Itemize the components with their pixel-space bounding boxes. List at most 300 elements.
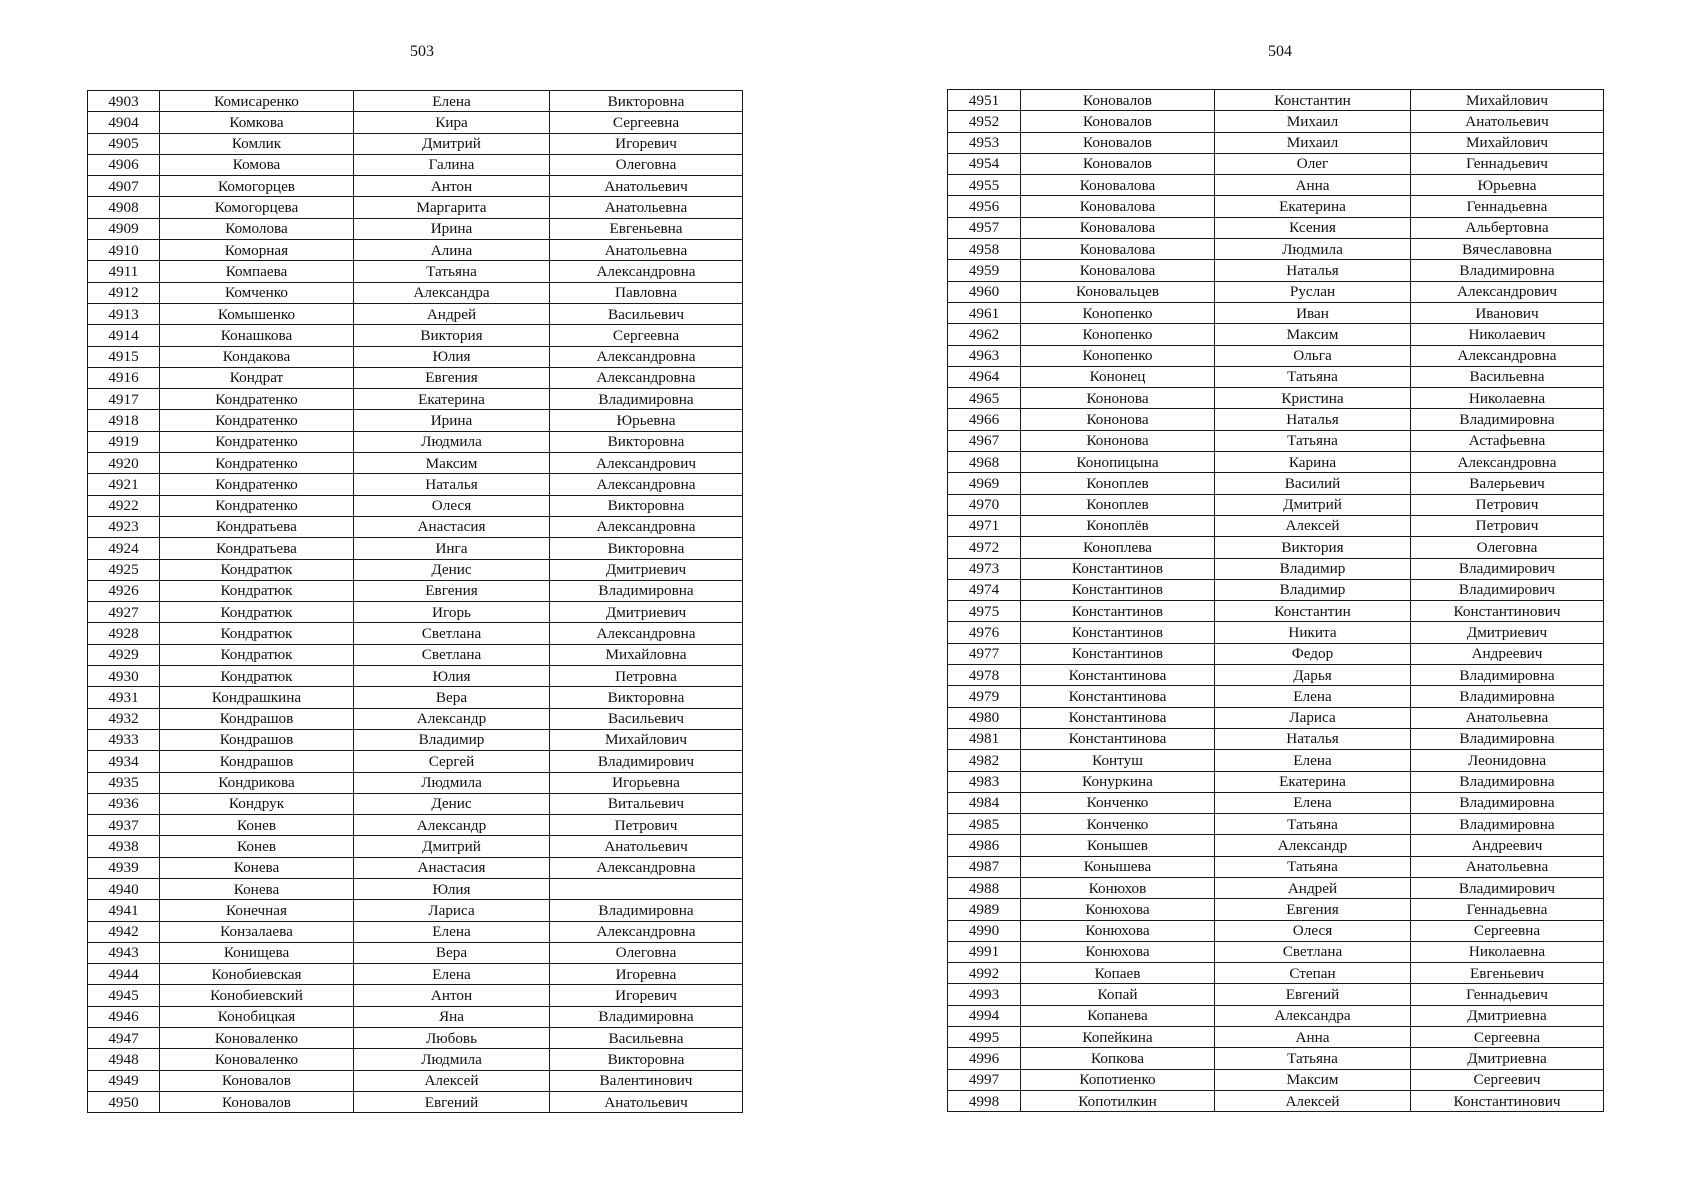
first-name-cell: Олеся	[1215, 920, 1411, 941]
patronymic-cell: Олеговна	[550, 942, 743, 963]
record-number-cell: 4986	[948, 835, 1021, 856]
last-name-cell: Конопенко	[1021, 345, 1215, 366]
record-number-cell: 4942	[88, 921, 160, 942]
record-number-cell: 4927	[88, 602, 160, 623]
table-row	[948, 302, 1604, 323]
table-row	[88, 1049, 743, 1070]
first-name-cell: Алексей	[354, 1070, 550, 1091]
first-name-cell: Вера	[354, 687, 550, 708]
table-row	[88, 474, 743, 495]
record-number-cell: 4918	[88, 410, 160, 431]
patronymic-cell: Васильевна	[1411, 366, 1604, 387]
first-name-cell: Любовь	[354, 1028, 550, 1049]
last-name-cell: Коновалова	[1021, 196, 1215, 217]
patronymic-cell: Александровна	[550, 623, 743, 644]
last-name-cell: Контуш	[1021, 750, 1215, 771]
patronymic-cell: Анатольевич	[550, 836, 743, 857]
first-name-cell: Инга	[354, 538, 550, 559]
last-name-cell: Конуркина	[1021, 771, 1215, 792]
table-row	[948, 281, 1604, 302]
patronymic-cell: Витальевич	[550, 793, 743, 814]
last-name-cell: Кондратюк	[160, 602, 354, 623]
first-name-cell: Александр	[354, 815, 550, 836]
last-name-cell: Коновалова	[1021, 175, 1215, 196]
last-name-cell: Кондрашов	[160, 751, 354, 772]
table-row	[948, 1069, 1604, 1090]
patronymic-cell: Сергеевна	[550, 325, 743, 346]
first-name-cell: Дмитрий	[354, 836, 550, 857]
last-name-cell: Конопенко	[1021, 324, 1215, 345]
record-number-cell: 4988	[948, 877, 1021, 898]
table-row	[948, 324, 1604, 345]
patronymic-cell: Владимировна	[1411, 260, 1604, 281]
last-name-cell: Константинова	[1021, 728, 1215, 749]
first-name-cell: Екатерина	[354, 389, 550, 410]
last-name-cell: Копай	[1021, 984, 1215, 1005]
patronymic-cell: Вячеславовна	[1411, 239, 1604, 260]
record-number-cell: 4907	[88, 176, 160, 197]
first-name-cell: Евгения	[354, 367, 550, 388]
first-name-cell: Евгений	[1215, 984, 1411, 1005]
patronymic-cell: Дмитриевич	[550, 559, 743, 580]
patronymic-cell: Васильевич	[550, 303, 743, 324]
table-row	[88, 644, 743, 665]
first-name-cell: Людмила	[354, 772, 550, 793]
record-number-cell: 4933	[88, 729, 160, 750]
patronymic-cell: Анатольевич	[1411, 111, 1604, 132]
patronymic-cell: Константинович	[1411, 1090, 1604, 1111]
record-number-cell: 4916	[88, 367, 160, 388]
last-name-cell: Конышева	[1021, 856, 1215, 877]
first-name-cell: Елена	[354, 921, 550, 942]
patronymic-cell: Владимировна	[1411, 686, 1604, 707]
patronymic-cell: Владимировна	[1411, 814, 1604, 835]
record-number-cell: 4977	[948, 643, 1021, 664]
table-row	[948, 366, 1604, 387]
record-number-cell: 4959	[948, 260, 1021, 281]
table-row	[948, 707, 1604, 728]
first-name-cell: Степан	[1215, 963, 1411, 984]
table-row	[88, 623, 743, 644]
record-number-cell: 4996	[948, 1048, 1021, 1069]
first-name-cell: Михаил	[1215, 132, 1411, 153]
record-number-cell: 4924	[88, 538, 160, 559]
record-number-cell: 4965	[948, 388, 1021, 409]
table-row	[88, 878, 743, 899]
last-name-cell: Конашкова	[160, 325, 354, 346]
patronymic-cell: Владимировна	[550, 1006, 743, 1027]
record-number-cell: 4926	[88, 580, 160, 601]
patronymic-cell: Павловна	[550, 282, 743, 303]
table-row	[88, 133, 743, 154]
last-name-cell: Константинов	[1021, 579, 1215, 600]
record-number-cell: 4973	[948, 558, 1021, 579]
last-name-cell: Коноплёв	[1021, 515, 1215, 536]
last-name-cell: Кондакова	[160, 346, 354, 367]
record-number-cell: 4940	[88, 878, 160, 899]
record-number-cell: 4932	[88, 708, 160, 729]
first-name-cell: Федор	[1215, 643, 1411, 664]
first-name-cell: Анна	[1215, 1027, 1411, 1048]
patronymic-cell: Владимирович	[1411, 558, 1604, 579]
table-row	[88, 1028, 743, 1049]
last-name-cell: Кононова	[1021, 409, 1215, 430]
record-number-cell: 4997	[948, 1069, 1021, 1090]
record-number-cell: 4964	[948, 366, 1021, 387]
patronymic-cell: Александрович	[1411, 281, 1604, 302]
record-number-cell: 4943	[88, 942, 160, 963]
first-name-cell: Светлана	[1215, 941, 1411, 962]
table-row	[948, 111, 1604, 132]
last-name-cell: Комлик	[160, 133, 354, 154]
first-name-cell: Михаил	[1215, 111, 1411, 132]
table-row	[88, 666, 743, 687]
first-name-cell: Татьяна	[1215, 366, 1411, 387]
record-number-cell: 4950	[88, 1091, 160, 1112]
table-row	[948, 750, 1604, 771]
table-row	[88, 410, 743, 431]
table-row	[948, 90, 1604, 111]
patronymic-cell: Владимирович	[550, 751, 743, 772]
table-row	[948, 856, 1604, 877]
last-name-cell: Константинов	[1021, 558, 1215, 579]
last-name-cell: Кондрук	[160, 793, 354, 814]
last-name-cell: Коноваленко	[160, 1028, 354, 1049]
last-name-cell: Константинов	[1021, 643, 1215, 664]
table-row	[948, 409, 1604, 430]
last-name-cell: Кондрашов	[160, 729, 354, 750]
first-name-cell: Руслан	[1215, 281, 1411, 302]
patronymic-cell: Дмитриевич	[1411, 622, 1604, 643]
patronymic-cell: Петрович	[550, 815, 743, 836]
patronymic-cell: Михайловна	[550, 644, 743, 665]
first-name-cell: Олеся	[354, 495, 550, 516]
table-row	[88, 154, 743, 175]
record-number-cell: 4909	[88, 218, 160, 239]
first-name-cell: Анна	[1215, 175, 1411, 196]
table-row	[948, 388, 1604, 409]
record-number-cell: 4922	[88, 495, 160, 516]
last-name-cell: Коновалов	[160, 1091, 354, 1112]
last-name-cell: Коновальцев	[1021, 281, 1215, 302]
first-name-cell: Кристина	[1215, 388, 1411, 409]
last-name-cell: Конобиевский	[160, 985, 354, 1006]
patronymic-cell: Константинович	[1411, 601, 1604, 622]
first-name-cell: Максим	[1215, 1069, 1411, 1090]
patronymic-cell: Иванович	[1411, 302, 1604, 323]
patronymic-cell: Викторовна	[550, 687, 743, 708]
patronymic-cell: Владимирович	[1411, 579, 1604, 600]
record-number-cell: 4954	[948, 153, 1021, 174]
last-name-cell: Конечная	[160, 900, 354, 921]
last-name-cell: Комышенко	[160, 303, 354, 324]
record-number-cell: 4925	[88, 559, 160, 580]
table-row	[948, 1090, 1604, 1111]
last-name-cell: Кондратенко	[160, 389, 354, 410]
record-number-cell: 4980	[948, 707, 1021, 728]
record-number-cell: 4962	[948, 324, 1021, 345]
first-name-cell: Ольга	[1215, 345, 1411, 366]
table-row	[948, 473, 1604, 494]
patronymic-cell: Сергеевна	[550, 112, 743, 133]
first-name-cell: Денис	[354, 793, 550, 814]
record-number-cell: 4952	[948, 111, 1021, 132]
record-number-cell: 4913	[88, 303, 160, 324]
record-number-cell: 4906	[88, 154, 160, 175]
patronymic-cell: Сергеевна	[1411, 920, 1604, 941]
first-name-cell: Наталья	[1215, 728, 1411, 749]
last-name-cell: Конопицына	[1021, 452, 1215, 473]
register-table-left	[87, 90, 743, 1113]
table-row	[948, 686, 1604, 707]
last-name-cell: Комченко	[160, 282, 354, 303]
table-row	[948, 430, 1604, 451]
record-number-cell: 4911	[88, 261, 160, 282]
record-number-cell: 4914	[88, 325, 160, 346]
first-name-cell: Галина	[354, 154, 550, 175]
record-number-cell: 4968	[948, 452, 1021, 473]
patronymic-cell: Юрьевна	[1411, 175, 1604, 196]
last-name-cell: Коноваленко	[160, 1049, 354, 1070]
record-number-cell: 4955	[948, 175, 1021, 196]
first-name-cell: Евгения	[1215, 899, 1411, 920]
first-name-cell: Анастасия	[354, 857, 550, 878]
last-name-cell: Коноплев	[1021, 473, 1215, 494]
record-number-cell: 4981	[948, 728, 1021, 749]
record-number-cell: 4992	[948, 963, 1021, 984]
first-name-cell: Иван	[1215, 302, 1411, 323]
last-name-cell: Кондратенко	[160, 495, 354, 516]
first-name-cell: Владимир	[354, 729, 550, 750]
last-name-cell: Кондратенко	[160, 474, 354, 495]
table-row	[948, 941, 1604, 962]
patronymic-cell: Евгеньевич	[1411, 963, 1604, 984]
last-name-cell: Коноплев	[1021, 494, 1215, 515]
record-number-cell: 4947	[88, 1028, 160, 1049]
table-row	[948, 877, 1604, 898]
last-name-cell: Копаев	[1021, 963, 1215, 984]
patronymic-cell: Геннадьевич	[1411, 153, 1604, 174]
last-name-cell: Комогорцев	[160, 176, 354, 197]
patronymic-cell: Михайлович	[550, 729, 743, 750]
record-number-cell: 4951	[948, 90, 1021, 111]
record-number-cell: 4978	[948, 665, 1021, 686]
table-row	[948, 814, 1604, 835]
first-name-cell: Елена	[1215, 750, 1411, 771]
first-name-cell: Юлия	[354, 346, 550, 367]
table-row	[88, 1006, 743, 1027]
table-row	[88, 964, 743, 985]
table-row	[948, 899, 1604, 920]
table-row	[88, 580, 743, 601]
record-number-cell: 4984	[948, 792, 1021, 813]
first-name-cell: Татьяна	[1215, 430, 1411, 451]
patronymic-cell: Александровна	[550, 474, 743, 495]
last-name-cell: Конюхова	[1021, 920, 1215, 941]
table-row	[948, 452, 1604, 473]
table-row	[88, 921, 743, 942]
last-name-cell: Кондратенко	[160, 410, 354, 431]
table-row	[88, 325, 743, 346]
page-number-right: 504	[1268, 43, 1292, 60]
record-number-cell: 4998	[948, 1090, 1021, 1111]
first-name-cell: Екатерина	[1215, 771, 1411, 792]
record-number-cell: 4976	[948, 622, 1021, 643]
patronymic-cell: Николаевна	[1411, 388, 1604, 409]
table-row	[948, 579, 1604, 600]
first-name-cell: Наталья	[1215, 260, 1411, 281]
first-name-cell: Денис	[354, 559, 550, 580]
last-name-cell: Конюхова	[1021, 899, 1215, 920]
table-row	[948, 920, 1604, 941]
last-name-cell: Конищева	[160, 942, 354, 963]
first-name-cell: Елена	[1215, 792, 1411, 813]
first-name-cell: Владимир	[1215, 579, 1411, 600]
first-name-cell: Максим	[354, 453, 550, 474]
patronymic-cell: Андреевич	[1411, 835, 1604, 856]
last-name-cell: Константинова	[1021, 707, 1215, 728]
record-number-cell: 4905	[88, 133, 160, 154]
patronymic-cell: Владимировна	[1411, 792, 1604, 813]
table-row	[948, 835, 1604, 856]
record-number-cell: 4953	[948, 132, 1021, 153]
record-number-cell: 4993	[948, 984, 1021, 1005]
patronymic-cell: Викторовна	[550, 431, 743, 452]
last-name-cell: Коновалова	[1021, 239, 1215, 260]
first-name-cell: Константин	[1215, 601, 1411, 622]
record-number-cell: 4972	[948, 537, 1021, 558]
first-name-cell: Дмитрий	[354, 133, 550, 154]
patronymic-cell: Владимировна	[1411, 665, 1604, 686]
table-row	[88, 538, 743, 559]
patronymic-cell: Геннадьевна	[1411, 196, 1604, 217]
last-name-cell: Кондрашов	[160, 708, 354, 729]
table-row	[948, 963, 1604, 984]
table-row	[88, 389, 743, 410]
record-number-cell: 4994	[948, 1005, 1021, 1026]
patronymic-cell: Александровна	[550, 516, 743, 537]
last-name-cell: Константинов	[1021, 622, 1215, 643]
table-row	[88, 985, 743, 1006]
last-name-cell: Копкова	[1021, 1048, 1215, 1069]
patronymic-cell: Дмитриевна	[1411, 1005, 1604, 1026]
first-name-cell: Александр	[354, 708, 550, 729]
first-name-cell: Максим	[1215, 324, 1411, 345]
last-name-cell: Кондратюк	[160, 666, 354, 687]
record-number-cell: 4970	[948, 494, 1021, 515]
last-name-cell: Константинова	[1021, 686, 1215, 707]
table-row	[948, 1048, 1604, 1069]
patronymic-cell: Игоревич	[550, 985, 743, 1006]
last-name-cell: Коновалов	[1021, 111, 1215, 132]
last-name-cell: Коновалова	[1021, 260, 1215, 281]
last-name-cell: Коновалов	[1021, 132, 1215, 153]
record-number-cell: 4967	[948, 430, 1021, 451]
record-number-cell: 4961	[948, 302, 1021, 323]
last-name-cell: Кононова	[1021, 388, 1215, 409]
first-name-cell: Сергей	[354, 751, 550, 772]
record-number-cell: 4923	[88, 516, 160, 537]
table-row	[948, 643, 1604, 664]
last-name-cell: Кондратьева	[160, 516, 354, 537]
first-name-cell: Лариса	[354, 900, 550, 921]
patronymic-cell: Анатольевич	[550, 1091, 743, 1112]
patronymic-cell: Игоревна	[550, 964, 743, 985]
record-number-cell: 4936	[88, 793, 160, 814]
table-row	[88, 1091, 743, 1112]
patronymic-cell: Сергеевич	[1411, 1069, 1604, 1090]
patronymic-cell: Викторовна	[550, 538, 743, 559]
record-number-cell: 4982	[948, 750, 1021, 771]
table-row	[948, 153, 1604, 174]
record-number-cell: 4985	[948, 814, 1021, 835]
last-name-cell: Кондратюк	[160, 559, 354, 580]
first-name-cell: Наталья	[1215, 409, 1411, 430]
first-name-cell: Юлия	[354, 666, 550, 687]
first-name-cell: Алексей	[1215, 515, 1411, 536]
record-number-cell: 4948	[88, 1049, 160, 1070]
first-name-cell: Евгений	[354, 1091, 550, 1112]
last-name-cell: Копотиенко	[1021, 1069, 1215, 1090]
last-name-cell: Конева	[160, 857, 354, 878]
last-name-cell: Копанева	[1021, 1005, 1215, 1026]
patronymic-cell: Александровна	[550, 346, 743, 367]
patronymic-cell: Владимирович	[1411, 877, 1604, 898]
last-name-cell: Копейкина	[1021, 1027, 1215, 1048]
record-number-cell: 4983	[948, 771, 1021, 792]
patronymic-cell: Петрович	[1411, 515, 1604, 536]
table-row	[948, 260, 1604, 281]
last-name-cell: Кондратенко	[160, 453, 354, 474]
patronymic-cell: Николаевна	[1411, 941, 1604, 962]
first-name-cell: Светлана	[354, 644, 550, 665]
patronymic-cell: Юрьевна	[550, 410, 743, 431]
record-number-cell: 4920	[88, 453, 160, 474]
first-name-cell: Виктория	[1215, 537, 1411, 558]
first-name-cell: Василий	[1215, 473, 1411, 494]
last-name-cell: Кондрикова	[160, 772, 354, 793]
table-row	[88, 1070, 743, 1091]
record-number-cell: 4915	[88, 346, 160, 367]
last-name-cell: Кондратюк	[160, 623, 354, 644]
patronymic-cell: Владимировна	[550, 900, 743, 921]
last-name-cell: Конюхов	[1021, 877, 1215, 898]
record-number-cell: 4910	[88, 240, 160, 261]
record-number-cell: 4944	[88, 964, 160, 985]
first-name-cell: Людмила	[354, 1049, 550, 1070]
last-name-cell: Комогорцева	[160, 197, 354, 218]
record-number-cell: 4945	[88, 985, 160, 1006]
page-number-left: 503	[410, 43, 434, 60]
patronymic-cell: Геннадьевич	[1411, 984, 1604, 1005]
record-number-cell: 4929	[88, 644, 160, 665]
last-name-cell: Кондрашкина	[160, 687, 354, 708]
first-name-cell: Ксения	[1215, 217, 1411, 238]
last-name-cell: Конзалаева	[160, 921, 354, 942]
patronymic-cell: Альбертовна	[1411, 217, 1604, 238]
first-name-cell: Кира	[354, 112, 550, 133]
record-number-cell: 4930	[88, 666, 160, 687]
record-number-cell: 4987	[948, 856, 1021, 877]
record-number-cell: 4912	[88, 282, 160, 303]
record-number-cell: 4989	[948, 899, 1021, 920]
table-row	[948, 1005, 1604, 1026]
table-row	[88, 282, 743, 303]
first-name-cell: Александр	[1215, 835, 1411, 856]
first-name-cell: Владимир	[1215, 558, 1411, 579]
first-name-cell: Игорь	[354, 602, 550, 623]
patronymic-cell: Александровна	[550, 921, 743, 942]
